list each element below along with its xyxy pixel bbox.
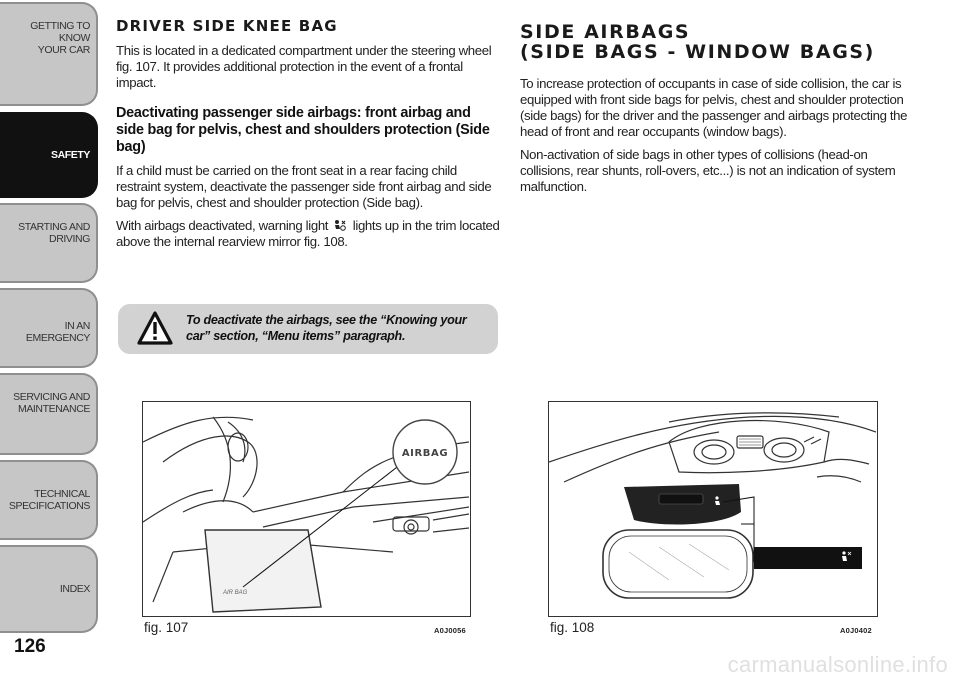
tab-getting-to-know[interactable]: GETTING TO KNOW YOUR CAR bbox=[0, 2, 98, 106]
site-watermark: carmanualsonline.info bbox=[727, 652, 948, 677]
passenger-airbag-off-icon bbox=[333, 219, 347, 232]
non-activation-paragraph: Non-activation of side bags in other types of collisions (head-on collisions, rear shunts, roll-overs, etc...) is not an indication of system malfunction. bbox=[520, 147, 896, 194]
tab-index[interactable]: INDEX bbox=[0, 545, 98, 633]
warning-light-paragraph bbox=[116, 218, 500, 250]
tab-starting-driving[interactable]: STARTING AND DRIVING bbox=[0, 203, 98, 283]
chapter-tabs bbox=[0, 0, 102, 640]
deactivation-subheading: Deactivating passenger side airbags: front airbag and side bag for pelvis, chest and shoulders protection (Side bag) bbox=[116, 105, 490, 155]
panel-airbag-label: AIR BAG bbox=[223, 590, 248, 596]
page-number: 126 bbox=[14, 636, 46, 657]
dashboard-knee-bag-drawing bbox=[143, 402, 469, 615]
knee-bag-heading: DRIVER SIDE KNEE BAG bbox=[116, 17, 338, 35]
tab-emergency[interactable]: IN AN EMERGENCY bbox=[0, 288, 98, 368]
side-airbags-heading-line2: (SIDE BAGS - WINDOW BAGS) bbox=[520, 41, 875, 63]
figure-107-code: A0J0056 bbox=[434, 626, 466, 635]
figure-107-caption: fig. 107 bbox=[144, 620, 189, 635]
tab-servicing[interactable]: SERVICING AND MAINTENANCE bbox=[0, 373, 98, 455]
overhead-console-drawing bbox=[549, 402, 876, 615]
tab-safety[interactable]: SAFETY bbox=[0, 112, 98, 198]
side-airbags-heading-line1: SIDE AIRBAGS bbox=[520, 21, 691, 43]
right-column bbox=[520, 0, 910, 202]
figure-108-caption: fig. 108 bbox=[550, 620, 595, 635]
knee-bag-paragraph: This is located in a dedicated compartment under the steering wheel fig. 107. It provides additional protection in the event of a frontal impact. bbox=[116, 43, 492, 90]
side-airbags-heading bbox=[520, 22, 910, 62]
figure-107-knee-bag-illustration bbox=[142, 401, 471, 617]
warning-note-box bbox=[118, 304, 498, 354]
side-bags-paragraph: To increase protection of occupants in case of side collision, the car is equipped with front side bags for pelvis, chest and shoulder protection (side bags) for the driver and the passenger and airbags protecting the head of front and rear occupants (window bags). bbox=[520, 76, 908, 139]
airbag-badge-text: AIRBAG bbox=[401, 448, 449, 459]
figure-108-code: A0J0402 bbox=[840, 626, 872, 635]
figure-108-mirror-illustration bbox=[548, 401, 878, 617]
warning-light-text-after: lights up in the trim located above the internal rearview mirror fig. 108. bbox=[116, 218, 500, 249]
left-column bbox=[116, 0, 500, 257]
warning-light-text-before: With airbags deactivated, warning light bbox=[116, 218, 329, 233]
warning-note-text: To deactivate the airbags, see the “Knowing your car” section, “Menu items” paragraph. bbox=[186, 313, 467, 343]
warning-triangle-icon bbox=[136, 310, 174, 346]
tab-technical[interactable]: TECHNICAL SPECIFICATIONS bbox=[0, 460, 98, 540]
child-seat-paragraph: If a child must be carried on the front seat in a rear facing child restraint system, deactivate the passenger side front airbag and side bag for pelvis, chest and shoulder protection (Side bag). bbox=[116, 163, 492, 210]
